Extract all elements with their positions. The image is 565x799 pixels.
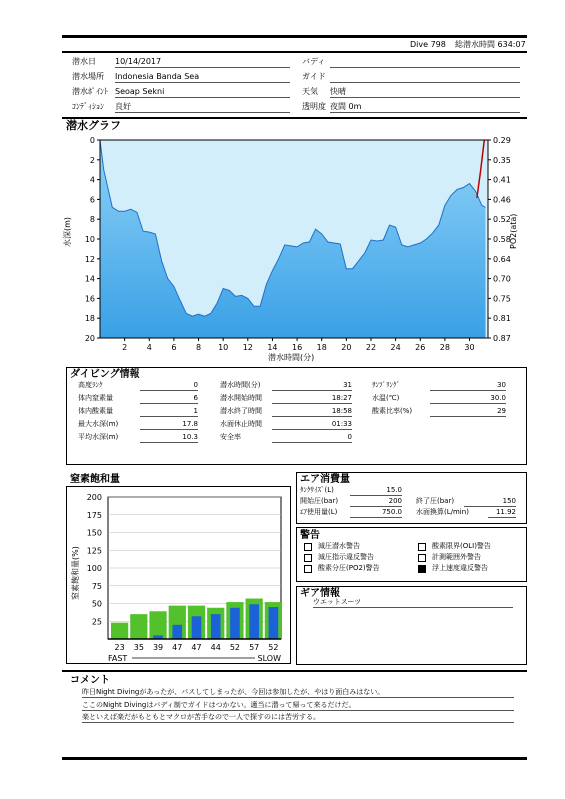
- depth-tick-label: 18: [84, 314, 95, 324]
- dive-info-value: 6: [140, 394, 198, 404]
- nitro-tick-label: 75: [91, 581, 102, 591]
- dive-info-value: 18:27: [272, 394, 352, 404]
- nitro-tick-label: 175: [86, 510, 102, 520]
- warning-label: 減圧潜水警告: [318, 542, 360, 550]
- dive-info-value: 29: [430, 407, 506, 417]
- air-title: エア消費量: [300, 474, 350, 485]
- time-tick-label: 4: [146, 343, 152, 352]
- warning-checkbox-checked[interactable]: [418, 565, 426, 573]
- time-tick-label: 10: [218, 343, 229, 352]
- warning-checkbox[interactable]: [304, 554, 312, 562]
- po2-tick-label: 0.41: [493, 175, 511, 185]
- dive-info-value: 10.3: [140, 433, 198, 443]
- depth-tick-label: 16: [84, 294, 95, 304]
- time-tick-label: 28: [439, 343, 450, 352]
- time-tick-label: 26: [415, 343, 426, 352]
- time-tick-label: 24: [390, 343, 401, 352]
- time-tick-label: 2: [122, 343, 128, 352]
- dive-info-label: 体内酸素量: [78, 407, 113, 415]
- depth-chart: [60, 130, 530, 370]
- po2-tick-label: 0.64: [493, 254, 511, 264]
- warning-label: 浮上速度違反警告: [432, 564, 488, 572]
- po2-tick-label: 0.58: [493, 235, 511, 244]
- nitro-bar-fast: [249, 604, 259, 639]
- po2-tick-label: 0.75: [493, 294, 511, 304]
- warning-checkbox[interactable]: [418, 554, 426, 562]
- guide-label: ガイド: [302, 72, 326, 81]
- date-value: 10/14/2017: [115, 57, 290, 68]
- warning-label: 減圧指示違反警告: [318, 553, 374, 561]
- weather-value: 快晴: [330, 87, 520, 98]
- dive-info-label: 潜水終了時間: [220, 407, 262, 415]
- end-pressure-value: 150: [464, 497, 516, 507]
- po2-tick-label: 0.46: [493, 195, 511, 205]
- comment-title: コメント: [70, 675, 110, 686]
- nitro-tick-label: 25: [91, 617, 102, 627]
- nitro-bar-total: [149, 611, 166, 639]
- time-tick-label: 6: [171, 343, 177, 352]
- depth-tick-label: 8: [89, 215, 95, 225]
- dive-info-label: 体内窒素量: [78, 394, 113, 402]
- dive-info-label: 潜水開始時間: [220, 394, 262, 402]
- nitro-bar-total: [111, 623, 128, 639]
- warning-label: 酸素限界(OLI)警告: [432, 542, 491, 550]
- po2-tick-label: 0.35: [493, 155, 511, 165]
- time-tick-label: 18: [316, 343, 327, 352]
- time-tick-label: 8: [195, 343, 202, 352]
- dive-info-label: 潜水時間(分): [220, 381, 261, 389]
- nitro-category-label: 47: [172, 643, 183, 652]
- surface-rate-label: 水面換算(L/min): [416, 508, 469, 516]
- section-rule: [62, 117, 527, 119]
- po2-tick-label: 0.52: [493, 215, 511, 225]
- place-value: Indonesia Banda Sea: [115, 72, 290, 83]
- depth-tick-label: 12: [84, 254, 95, 264]
- gear-value: ウエットスーツ: [313, 598, 513, 608]
- dive-info-label: 平均水深(m): [78, 433, 119, 441]
- nitro-category-label: 44: [210, 643, 221, 652]
- visibility-label: 透明度: [302, 102, 326, 111]
- weather-label: 天気: [302, 87, 318, 96]
- point-value: Seoap Sekni: [115, 87, 290, 98]
- nitro-category-label: 47: [191, 643, 202, 652]
- surface-rate-value: 11.92: [488, 508, 516, 518]
- warning-title: 警告: [300, 530, 320, 541]
- header-rule: [62, 51, 527, 53]
- visibility-value: 夜間 0m: [330, 102, 520, 113]
- nitro-category-label: 52: [229, 643, 241, 652]
- comment-line-2: ここのNight Divingはバディ制でガイドはつかない。適当に潜って帰って来るだけだ。: [82, 701, 514, 711]
- time-tick-label: 30: [464, 343, 475, 352]
- air-used-label: ｴｱ使用量(L): [300, 508, 338, 516]
- time-tick-label: 16: [291, 343, 303, 352]
- depth-tick-label: 10: [84, 235, 95, 244]
- nitro-tick-label: 200: [86, 493, 102, 502]
- warning-checkbox[interactable]: [304, 543, 312, 551]
- depth-tick-label: 4: [89, 175, 95, 185]
- slow-label: SLOW: [257, 654, 281, 663]
- nitro-bar-fast: [211, 614, 221, 639]
- graph-title: 潜水グラフ: [66, 119, 121, 132]
- dive-info-value: 30.0: [430, 394, 506, 404]
- buddy-label: バディ: [302, 57, 326, 66]
- dive-info-value: 18:58: [272, 407, 352, 417]
- top-rule: [62, 35, 527, 38]
- nitro-bar-total: [130, 614, 147, 639]
- nitrogen-title: 窒素飽和量: [70, 474, 120, 485]
- gear-title: ギア情報: [300, 588, 340, 599]
- comment-rule: [62, 670, 527, 672]
- comment-line-3: 楽といえば楽だがもともとマクロが苦手なので一人で探すのには苦労する。: [82, 713, 514, 723]
- warning-checkbox[interactable]: [304, 565, 312, 573]
- po2-tick-label: 0.29: [493, 136, 511, 145]
- dive-number: Dive 798: [410, 40, 446, 49]
- po2-tick-label: 0.87: [493, 334, 511, 343]
- time-tick-label: 20: [341, 343, 352, 352]
- dive-info-label: 水面休止時間: [220, 420, 262, 428]
- dive-info-label: 安全率: [220, 433, 241, 441]
- bottom-rule: [62, 757, 527, 760]
- nitrogen-chart: [66, 486, 290, 664]
- air-used-value: 750.0: [350, 508, 402, 518]
- nitro-bar-fast: [230, 608, 240, 639]
- dive-info-value: 30: [430, 381, 506, 391]
- guide-value: [330, 72, 520, 83]
- tank-value: 15.0: [350, 486, 402, 496]
- dive-info-value: 31: [272, 381, 352, 391]
- dive-info-value: 0: [140, 381, 198, 391]
- buddy-value: [330, 57, 520, 68]
- place-label: 潜水場所: [72, 72, 104, 81]
- dive-info-label: 高度ﾗﾝｸ: [78, 381, 103, 389]
- start-pressure-value: 200: [350, 497, 402, 507]
- point-label: 潜水ﾎﾟｲﾝﾄ: [72, 87, 108, 96]
- dive-info-label: 水温(℃): [372, 394, 400, 402]
- date-label: 潜水日: [72, 57, 96, 66]
- depth-tick-label: 2: [89, 155, 95, 165]
- dive-info-label: 酸素比率(%): [372, 407, 413, 415]
- time-tick-label: 14: [267, 343, 278, 352]
- nitro-category-label: 52: [268, 643, 279, 652]
- dive-info-label: 最大水深(m): [78, 420, 119, 428]
- time-axis-label: 潜水時間(分): [268, 353, 315, 362]
- time-tick-label: 22: [365, 343, 377, 352]
- nitro-tick-label: 50: [91, 599, 102, 609]
- depth-tick-label: 0: [89, 136, 95, 145]
- nitro-bar-fast: [192, 616, 202, 639]
- warning-label: 酸素分圧(PO2)警告: [318, 564, 380, 572]
- tank-label: ﾀﾝｸｻｲｽﾞ(L): [300, 486, 334, 494]
- depth-tick-label: 20: [84, 334, 95, 343]
- dive-info-value: 1: [140, 407, 198, 417]
- start-pressure-label: 開始圧(bar): [300, 497, 339, 505]
- po2-tick-label: 0.81: [493, 314, 511, 324]
- comment-line-1: 昨日Night Divingがあったが、パスしてしまったが、今回は参加したが、やはり面白みはない。: [82, 688, 514, 698]
- end-pressure-label: 終了圧(bar): [416, 497, 455, 505]
- condition-value: 良好: [115, 102, 290, 113]
- dive-info-value: 17.8: [140, 420, 198, 430]
- nitro-bar-fast: [269, 607, 279, 639]
- nitro-category-label: 23: [114, 643, 125, 652]
- dive-info-label: ｻﾝﾌﾟﾘﾝｸﾞ: [372, 381, 400, 389]
- warning-label: 計測範囲外警告: [432, 553, 481, 561]
- depth-axis-label: 水深(m): [63, 216, 72, 247]
- po2-axis-label: PO2(ata): [509, 213, 518, 249]
- depth-tick-label: 14: [84, 274, 95, 284]
- warning-checkbox[interactable]: [418, 543, 426, 551]
- nitro-tick-label: 125: [86, 546, 102, 556]
- total-dive-time: 総潜水時間 634:07: [455, 40, 526, 49]
- dive-info-title: ダイビング情報: [70, 369, 140, 380]
- nitro-category-label: 57: [249, 643, 260, 652]
- nitro-tick-label: 150: [86, 528, 102, 538]
- nitro-category-label: 35: [133, 643, 144, 652]
- nitro-tick-label: 100: [86, 564, 102, 573]
- nitro-bar-fast: [172, 625, 182, 639]
- fast-label: FAST: [108, 654, 128, 663]
- condition-label: ｺﾝﾃﾞｨｼｮﾝ: [72, 102, 104, 111]
- dive-info-value: 01:33: [272, 420, 352, 430]
- nitro-category-label: 39: [152, 643, 164, 652]
- nitrogen-axis-label: 窒素飽和量(%): [71, 546, 80, 600]
- dive-info-value: 0: [272, 433, 352, 443]
- depth-tick-label: 6: [89, 195, 95, 205]
- po2-tick-label: 0.70: [493, 274, 511, 284]
- time-tick-label: 12: [242, 343, 253, 352]
